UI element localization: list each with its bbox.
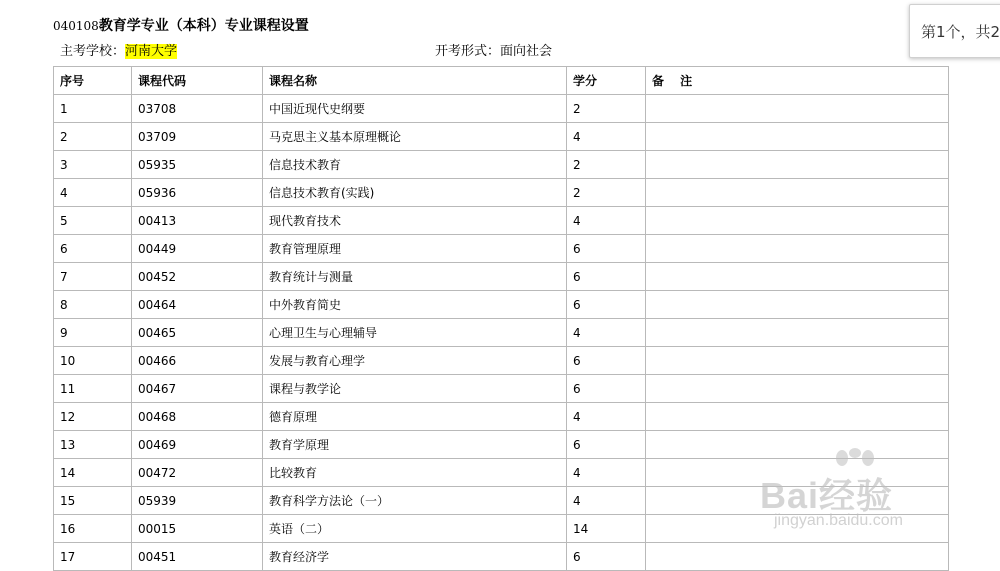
cell-credits: 6: [567, 431, 646, 459]
match-counter-popup: 第1个，共2: [909, 4, 1000, 58]
cell-index: 7: [54, 263, 132, 291]
cell-course-code: 03709: [132, 123, 263, 151]
school-label: 主考学校：: [60, 44, 126, 59]
major-name: 教育学专业（本科）专业课程设置: [98, 18, 309, 34]
cell-course-code: 03708: [132, 95, 263, 123]
table-row: [54, 151, 949, 179]
table-row: [54, 319, 949, 347]
cell-index: 1: [54, 95, 132, 123]
cell-index: 4: [54, 179, 132, 207]
school-name-highlight: 河南大学: [125, 44, 178, 59]
table-row: [54, 123, 949, 151]
cell-remarks: [646, 459, 949, 487]
cell-course-code: 05935: [132, 151, 263, 179]
table-row: [54, 515, 949, 543]
cell-credits: 6: [567, 263, 646, 291]
cell-course-code: 05936: [132, 179, 263, 207]
cell-index: 13: [54, 431, 132, 459]
cell-course-code: 00466: [132, 347, 263, 375]
watermark-brand: Bai经验: [760, 475, 894, 516]
cell-credits: 4: [567, 123, 646, 151]
table-row: [54, 487, 949, 515]
cell-course-name: 教育经济学: [263, 543, 567, 571]
cell-credits: 4: [567, 319, 646, 347]
cell-credits: 4: [567, 459, 646, 487]
cell-remarks: [646, 235, 949, 263]
table-row: [54, 431, 949, 459]
cell-credits: 2: [567, 95, 646, 123]
table-row: [54, 543, 949, 571]
course-table: [53, 66, 949, 571]
column-header-credits: 学分: [567, 67, 646, 95]
column-header-code: 课程代码: [132, 67, 263, 95]
cell-credits: 6: [567, 347, 646, 375]
table-row: [54, 179, 949, 207]
cell-course-code: 00468: [132, 403, 263, 431]
cell-course-code: 05939: [132, 487, 263, 515]
table-row: [54, 459, 949, 487]
cell-credits: 4: [567, 487, 646, 515]
cell-course-name: 信息技术教育: [263, 151, 567, 179]
cell-course-code: 00451: [132, 543, 263, 571]
cell-course-name: 中外教育简史: [263, 291, 567, 319]
cell-course-name: 信息技术教育(实践): [263, 179, 567, 207]
table-header-row: [54, 67, 949, 95]
cell-index: 11: [54, 375, 132, 403]
cell-course-name: 中国近现代史纲要: [263, 95, 567, 123]
table-row: [54, 263, 949, 291]
cell-course-name: 比较教育: [263, 459, 567, 487]
cell-credits: 2: [567, 179, 646, 207]
course-table-body: [54, 95, 949, 571]
column-header-index: 序号: [54, 67, 132, 95]
cell-course-name: 发展与教育心理学: [263, 347, 567, 375]
cell-remarks: [646, 291, 949, 319]
cell-remarks: [646, 403, 949, 431]
cell-index: 12: [54, 403, 132, 431]
table-row: [54, 347, 949, 375]
table-row: [54, 375, 949, 403]
table-row: [54, 403, 949, 431]
cell-remarks: [646, 543, 949, 571]
table-row: [54, 235, 949, 263]
cell-remarks: [646, 95, 949, 123]
cell-index: 8: [54, 291, 132, 319]
cell-index: 15: [54, 487, 132, 515]
watermark-site: jingyan.baidu.com: [774, 512, 903, 529]
cell-remarks: [646, 207, 949, 235]
column-header-name: 课程名称: [263, 67, 567, 95]
cell-course-code: 00469: [132, 431, 263, 459]
cell-remarks: [646, 319, 949, 347]
cell-credits: 14: [567, 515, 646, 543]
cell-course-code: 00467: [132, 375, 263, 403]
cell-course-name: 马克思主义基本原理概论: [263, 123, 567, 151]
cell-course-code: 00449: [132, 235, 263, 263]
cell-remarks: [646, 123, 949, 151]
cell-credits: 4: [567, 207, 646, 235]
cell-remarks: [646, 151, 949, 179]
cell-course-name: 心理卫生与心理辅导: [263, 319, 567, 347]
page-title: [53, 16, 309, 36]
cell-course-code: 00464: [132, 291, 263, 319]
cell-index: 16: [54, 515, 132, 543]
cell-course-name: 教育科学方法论（一）: [263, 487, 567, 515]
cell-course-code: 00452: [132, 263, 263, 291]
cell-remarks: [646, 179, 949, 207]
cell-index: 17: [54, 543, 132, 571]
exam-mode: 开考形式：面向社会: [435, 44, 553, 59]
cell-course-code: 00413: [132, 207, 263, 235]
cell-course-code: 00015: [132, 515, 263, 543]
cell-course-code: 00472: [132, 459, 263, 487]
column-header-remarks: 备 注: [646, 67, 949, 95]
cell-course-name: 德育原理: [263, 403, 567, 431]
cell-course-name: 教育管理原理: [263, 235, 567, 263]
cell-course-name: 现代教育技术: [263, 207, 567, 235]
table-row: [54, 291, 949, 319]
cell-index: 3: [54, 151, 132, 179]
exam-school: [60, 42, 177, 62]
cell-credits: 6: [567, 291, 646, 319]
cell-credits: 6: [567, 375, 646, 403]
cell-remarks: [646, 375, 949, 403]
cell-credits: 4: [567, 403, 646, 431]
table-row: [54, 95, 949, 123]
cell-index: 5: [54, 207, 132, 235]
cell-index: 10: [54, 347, 132, 375]
cell-remarks: [646, 347, 949, 375]
cell-index: 2: [54, 123, 132, 151]
major-code: 040108: [53, 19, 99, 33]
cell-credits: 6: [567, 235, 646, 263]
cell-course-name: 课程与教学论: [263, 375, 567, 403]
cell-index: 14: [54, 459, 132, 487]
cell-remarks: [646, 515, 949, 543]
cell-course-name: 教育学原理: [263, 431, 567, 459]
cell-index: 6: [54, 235, 132, 263]
cell-credits: 2: [567, 151, 646, 179]
cell-course-name: 英语（二）: [263, 515, 567, 543]
table-row: [54, 207, 949, 235]
cell-index: 9: [54, 319, 132, 347]
cell-credits: 6: [567, 543, 646, 571]
cell-remarks: [646, 431, 949, 459]
cell-course-name: 教育统计与测量: [263, 263, 567, 291]
cell-remarks: [646, 487, 949, 515]
cell-course-code: 00465: [132, 319, 263, 347]
cell-remarks: [646, 263, 949, 291]
